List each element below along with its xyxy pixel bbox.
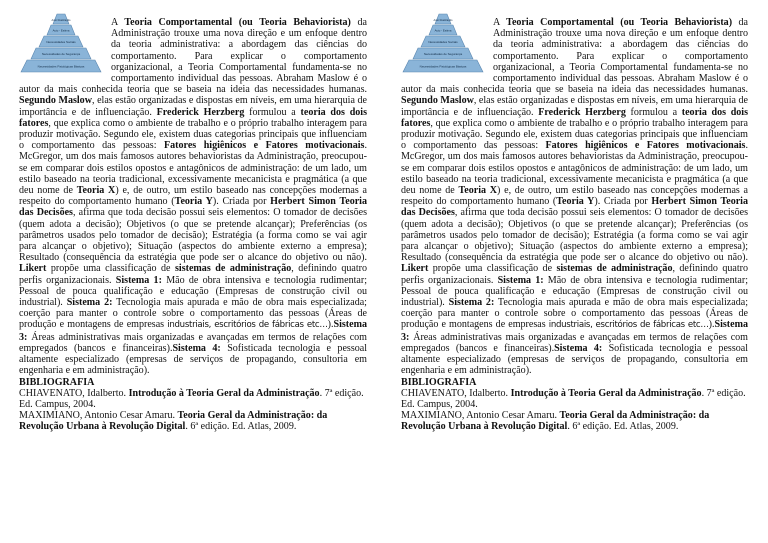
text-run: propõe uma classificação de — [428, 263, 557, 275]
text-run: , que explica como o ambiente de trabalho e o próprio trabalho interagem para produzir motivação. Segundo ele, existem duas categorias principais que influenciam o comportamento das pessoas: — [401, 117, 748, 152]
text-run: propõe uma classificação de — [46, 263, 176, 275]
left-column-article — [19, 17, 367, 433]
reference-maximiano — [19, 410, 367, 432]
text-run: Áreas administrativas mais organizadas e avançadas em termos de relações com empregados (bancos e financeiras). — [401, 331, 748, 354]
pyramid-level-4-label: Necessidades de Segurança — [423, 52, 463, 56]
maslow-pyramid-figure — [401, 13, 485, 73]
text-run: Sofisticada tecnologia e pessoal altamente especializado (empresas de serviços de propagando, consultoria em engenharia e em administração). — [19, 342, 367, 377]
maslow-pyramid-figure — [19, 13, 103, 73]
text-run: Tecnologia mais apurada e mão de obra mais especializada; coerção para manter o controle sobre o comportamento das pessoas (Áreas de produção e montagens de empresas — [19, 297, 367, 331]
reference-maximiano — [401, 410, 748, 432]
bibliography-heading — [401, 377, 748, 388]
reference-author: MAXIMIANO, Antonio Cesar Amaru. — [19, 410, 178, 422]
text-run: Mão de obra intensiva e tecnologia rudimentar; Pessoal de pouca qualificação e educação (Empresas de construção civil ou industrial). — [401, 274, 748, 309]
text-run: ). Criada por — [594, 196, 652, 208]
bold-term-sistemas-administracao: sistemas de administração — [556, 263, 673, 275]
text-run: , afirma que toda decisão possui seis elementos: O tomador de decisões (quem adota a decisão); Objetivos (o que se pretende alcançar); Preferências (os parâmetros usados pelo tomador de decisão); Estratégia (a forma como se vai agir para alcançar o objetivo); Situação (aspectos do ambiente externo a empresa); Resultado (consequência da estratégia que pode ser o alcance do objetivo ou não). — [401, 207, 748, 264]
pyramid-level-5-label: Necessidades Fisiológicas Básicas — [37, 64, 85, 69]
bold-term-teoria-comportamental: Teoria Comportamental (ou Teoria Behaviorista) — [506, 17, 733, 28]
handwritten-style-text: industriais, escritórios de fábricas etc… — [167, 320, 328, 331]
text-run: Sofisticada tecnologia e pessoal altamente especializado (empresas de serviços de propagando, consultoria em engenharia e em administração). — [401, 342, 748, 377]
text-run: ). Criada por — [212, 196, 271, 208]
reference-title: Teoria Geral da Administração: da Revolução Urbana à Revolução Digital — [19, 410, 328, 433]
reference-details: . 7ª edição. Ed. Campus, 2004. — [19, 387, 364, 410]
bold-term-frederick-herzberg: Frederick Herzberg — [538, 106, 626, 118]
bold-term-likert: Likert — [401, 263, 429, 275]
bold-term-sistema-4: Sistema 4: — [172, 342, 221, 354]
bibliography-heading — [19, 377, 367, 388]
maslow-pyramid-svg — [19, 13, 103, 73]
text-run: A — [493, 17, 507, 28]
text-run: da Administração trouxe uma nova direção e um enfoque dentro da teoria administrativa: a abordagem das ciências do comportamento. Para explicar o comportamento organizacional, a Teoria Comportamental fundamenta-se no comportamento individual das pessoas. Abraham Maslow é o autor da mais conhecida teoria que se baseia na ideia das necessidades humanas. — [19, 17, 368, 96]
text-run: , elas estão organizadas e dispostas em níveis, em uma hierarquia de importância e de influenciação. — [401, 95, 749, 118]
pyramid-level-1-label: Auto Realização — [51, 19, 71, 22]
maslow-pyramid-svg — [401, 13, 485, 73]
reference-title: Introdução à Teoria Geral da Administração — [510, 387, 702, 399]
bold-term-herbert-simon: Herbert Simon Teoria das Decisões — [401, 196, 748, 219]
bold-term-frederick-herzberg: Frederick Herzberg — [156, 106, 245, 118]
bold-term-teoria-y: Teoria Y — [174, 196, 213, 208]
pyramid-level-5-label: Necessidades Fisiológicas Básicas — [419, 64, 467, 69]
text-run: , elas estão organizadas e dispostas em níveis, em uma hierarquia de importância e de influenciação. — [19, 95, 368, 118]
text-run: Áreas administrativas mais organizadas e avançadas em termos de relações com empregados (bancos e financeiras). — [19, 331, 367, 354]
bold-term-sistema-2: Sistema 2: — [66, 297, 113, 309]
text-run: formulou a — [244, 106, 301, 118]
text-run: . McGregor, um dos mais famosos autores behavioristas da Administração, preocupou-se em comparar dois estilos opostos e antagônicos de administração: de um lado, um estilo baseado na teoria tradicional, excessivamente mecanicista e pragmática (a que deu nome de — [401, 140, 748, 197]
bold-term-sistema-1: Sistema 1: — [115, 274, 162, 286]
text-run: , definindo quatro perfis organizacionais. — [19, 263, 367, 286]
bold-term-sistema-3: Sistema 3: — [19, 319, 367, 343]
text-run: da Administração trouxe uma nova direção e um enfoque dentro da teoria administrativa: a abordagem das ciências do comportamento. Para explicar o comportamento organizacional, a Teoria Comportamental fundamenta-se no comportamento individual das pessoas. Abraham Maslow é o autor da mais conhecida teoria que se baseia na ideia das necessidades humanas. — [401, 17, 748, 96]
bold-term-teoria-x: Teoria X — [76, 185, 116, 197]
text-run: ). — [708, 319, 715, 331]
reference-details: . 6ª edição. Ed. Atlas, 2009. — [567, 421, 679, 433]
bold-term-sistema-4: Sistema 4: — [554, 342, 603, 354]
text-run: Mão de obra intensiva e tecnologia rudimentar; Pessoal de pouca qualificação e educação (Empresas de construção civil ou industrial). — [19, 274, 367, 309]
bold-term-teoria-dois-fatores: teoria dos dois fatores — [401, 106, 749, 129]
bold-term-segundo-maslow: Segundo Maslow — [19, 95, 92, 107]
bold-term-teoria-x: Teoria X — [458, 185, 498, 197]
pyramid-level-4-label: Necessidades de Segurança — [41, 52, 81, 56]
bold-term-herbert-simon: Herbert Simon Teoria das Decisões — [19, 196, 367, 219]
bold-term-teoria-y: Teoria Y — [556, 196, 595, 208]
bold-term-likert: Likert — [19, 263, 47, 275]
text-run: ). — [327, 319, 334, 331]
bold-term-sistemas-administracao: sistemas de administração — [175, 263, 292, 275]
pyramid-level-2-label: Auto - Estima — [52, 28, 70, 33]
text-run: A — [111, 17, 125, 28]
pyramid-level-3-label: Necessidades Sociais — [428, 40, 458, 44]
reference-details: . 7ª edição. Ed. Campus, 2004. — [401, 387, 746, 410]
text-run: , afirma que toda decisão possui seis elementos: O tomador de decisões (quem adota a decisão); Objetivos (o que se pretende alcançar); Preferências (os parâmetros usados pelo tomador de decisão); Estratégia (a forma como se vai agir para alcançar o objetivo); Situação (aspectos do ambiente externo a empresa); Resultado (consequência da estratégia que pode ser o alcance do objetivo ou não). — [19, 207, 367, 264]
text-run: Tecnologia mais apurada e mão de obra mais especializada; coerção para manter o controle sobre o comportamento das pessoas (Áreas de produção e montagens de empresas — [401, 297, 749, 331]
bold-term-segundo-maslow: Segundo Maslow — [401, 95, 474, 107]
reference-author: CHIAVENATO, Idalberto. — [401, 387, 511, 399]
text-run: . McGregor, um dos mais famosos autores behavioristas da Administração, preocupou-se em comparar dois estilos opostos e antagônicos de administração: de um lado, um estilo baseado na teoria tradicional, excessivamente mecanicista e pragmática (a que deu nome de — [19, 140, 367, 197]
handwritten-style-text: industriais, escritórios de fábricas etc… — [548, 320, 709, 331]
bibliography-heading-text: BIBLIOGRAFIA — [19, 376, 95, 388]
text-run: ) e, de outro, um estilo baseado nas concepções modernas a respeito do comportamento humano ( — [401, 185, 748, 208]
reference-author: CHIAVENATO, Idalberto. — [19, 387, 129, 399]
text-run: ) e, de outro, um estilo baseado nas concepções modernas a respeito do comportamento humano ( — [19, 185, 367, 208]
bold-term-fatores: Fatores higiênicos e Fatores motivacionais — [545, 140, 746, 152]
pyramid-level-1-label: Auto Realização — [433, 19, 453, 22]
bold-term-sistema-1: Sistema 1: — [497, 274, 544, 286]
reference-chiavenato — [401, 388, 748, 410]
bold-term-fatores: Fatores higiênicos e Fatores motivacionais — [164, 140, 365, 152]
text-run: formulou a — [625, 106, 682, 118]
right-column-article — [401, 17, 748, 433]
pyramid-level-2-label: Auto - Estima — [434, 28, 452, 33]
reference-chiavenato — [19, 388, 367, 410]
bold-term-sistema-3: Sistema 3: — [401, 319, 749, 343]
pyramid-level-3-label: Necessidades Sociais — [46, 40, 76, 44]
reference-title: Teoria Geral da Administração: da Revolução Urbana à Revolução Digital — [401, 410, 710, 433]
reference-title: Introdução à Teoria Geral da Administração — [128, 387, 320, 399]
bibliography-heading-text: BIBLIOGRAFIA — [401, 376, 477, 388]
bold-term-sistema-2: Sistema 2: — [448, 297, 495, 309]
bold-term-teoria-comportamental: Teoria Comportamental (ou Teoria Behaviorista) — [124, 17, 351, 28]
text-run: , definindo quatro perfis organizacionais. — [401, 263, 748, 286]
reference-details: . 6ª edição. Ed. Atlas, 2009. — [185, 421, 297, 433]
reference-author: MAXIMIANO, Antonio Cesar Amaru. — [401, 410, 560, 422]
text-run: , que explica como o ambiente de trabalho e o próprio trabalho interagem para produzir motivação. Segundo ele, existem duas categorias principais que influenciam o comportamento das pessoas: — [19, 117, 367, 152]
bold-term-teoria-dois-fatores: teoria dos dois fatores — [19, 106, 368, 129]
